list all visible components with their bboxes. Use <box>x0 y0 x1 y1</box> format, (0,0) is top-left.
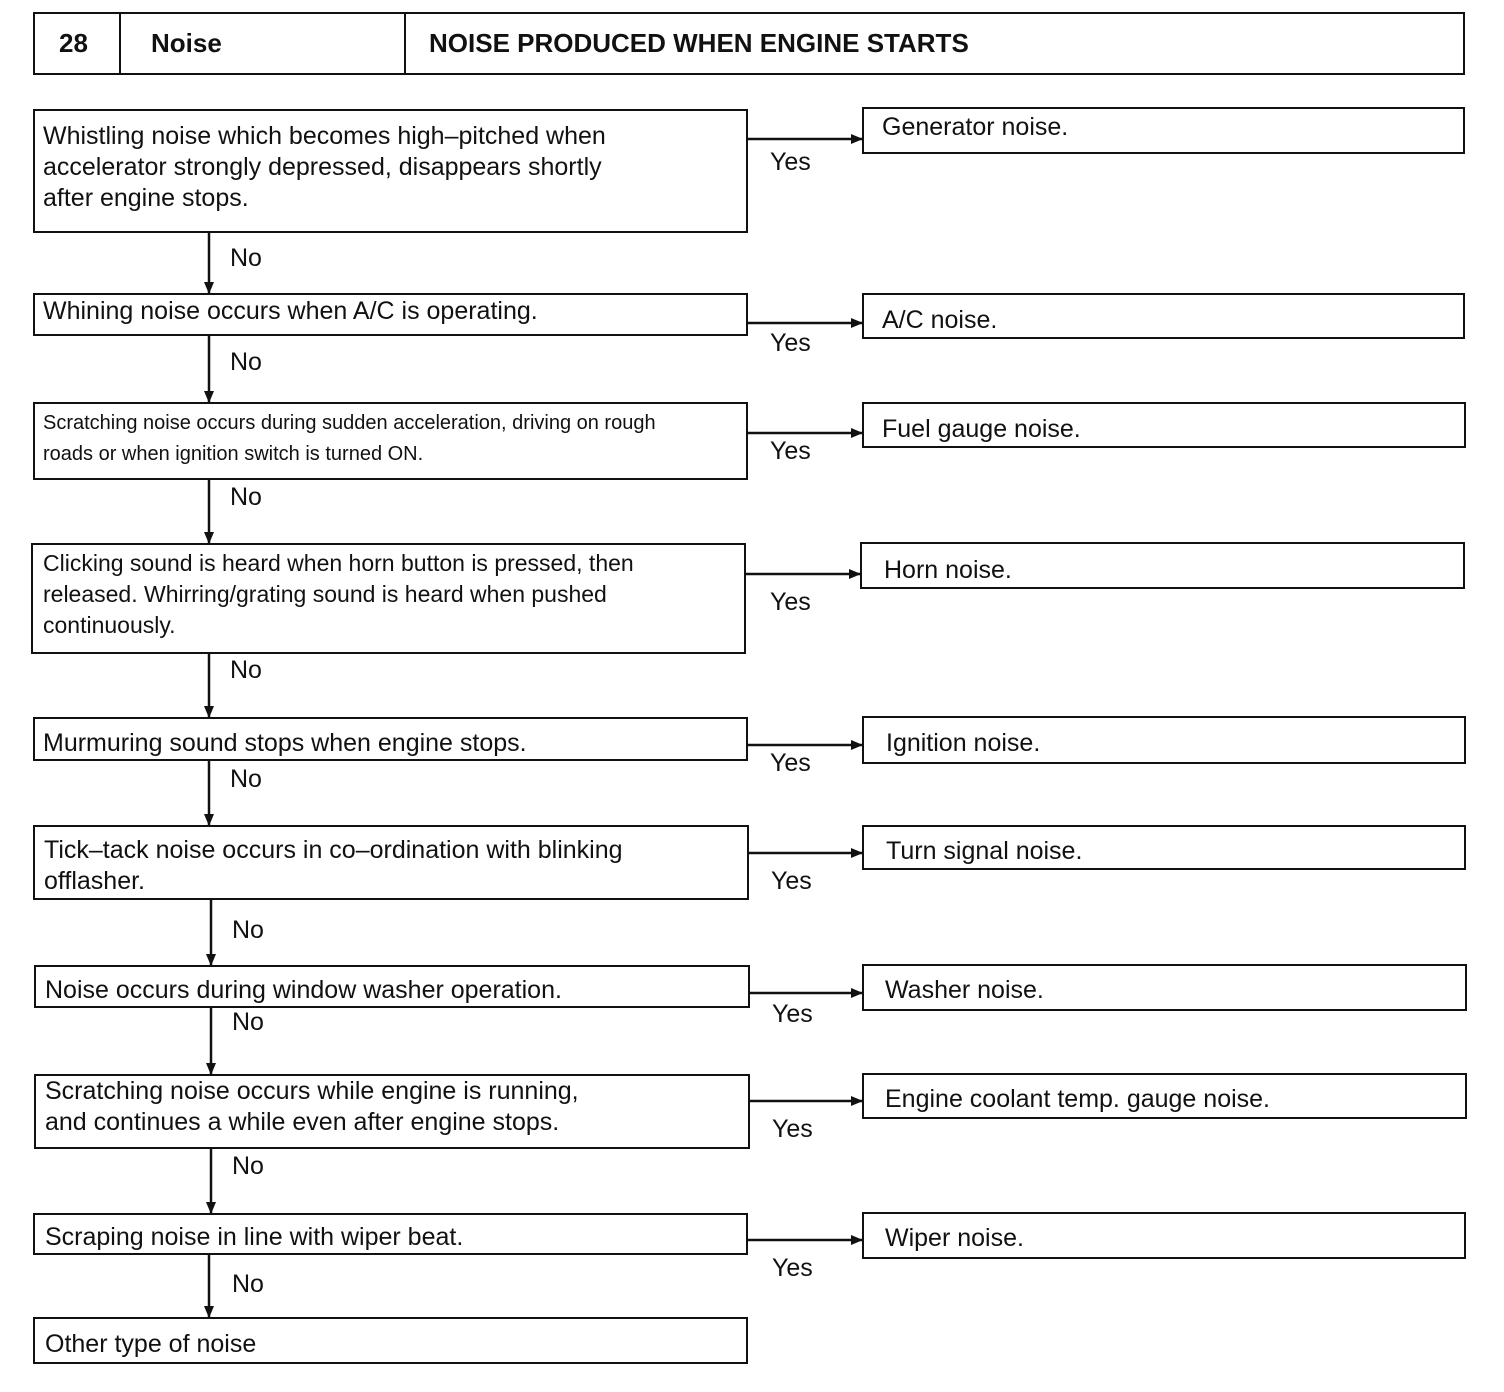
yes-label-3: Yes <box>770 437 811 465</box>
result-text-9: Wiper noise. <box>885 1224 1024 1252</box>
result-text-3: Fuel gauge noise. <box>882 415 1081 443</box>
yes-label-5: Yes <box>770 749 811 777</box>
no-label-3: No <box>230 483 262 511</box>
question-text-6: Tick–tack noise occurs in co–ordination with blinking offlasher. <box>44 836 623 895</box>
header-category: Noise <box>151 28 222 58</box>
result-text-4: Horn noise. <box>884 556 1012 584</box>
question-text-9: Scraping noise in line with wiper beat. <box>45 1223 464 1251</box>
question-box-6 <box>33 825 749 900</box>
question-box-1 <box>33 109 748 233</box>
question-box-9 <box>33 1213 748 1255</box>
header-number: 28 <box>59 28 88 58</box>
no-label-2: No <box>230 348 262 376</box>
result-box-9 <box>862 1212 1466 1259</box>
no-label-9: No <box>232 1270 264 1298</box>
result-text-2: A/C noise. <box>882 306 998 334</box>
question-text-8: Scratching noise occurs while engine is running, and continues a while even after engine stops. <box>45 1077 579 1136</box>
result-box-4 <box>860 542 1465 589</box>
question-box-7 <box>34 965 750 1008</box>
yes-label-6: Yes <box>771 867 812 895</box>
no-label-6: No <box>232 916 264 944</box>
result-box-5 <box>862 716 1466 764</box>
result-box-3 <box>862 402 1466 448</box>
no-label-1: No <box>230 244 262 272</box>
final-text: Other type of noise <box>45 1330 257 1358</box>
yes-label-8: Yes <box>772 1115 813 1143</box>
result-box-7 <box>862 964 1467 1011</box>
question-text-2: Whining noise occurs when A/C is operating. <box>43 297 538 325</box>
no-label-5: No <box>230 765 262 793</box>
question-box-8 <box>34 1074 750 1149</box>
question-box-4 <box>31 543 746 654</box>
yes-label-4: Yes <box>770 588 811 616</box>
no-label-7: No <box>232 1008 264 1036</box>
yes-label-7: Yes <box>772 1000 813 1028</box>
question-text-3: Scratching noise occurs during sudden acceleration, driving on rough roads or when ignition switch is turned ON. <box>43 412 656 465</box>
result-text-8: Engine coolant temp. gauge noise. <box>885 1085 1270 1113</box>
question-text-5: Murmuring sound stops when engine stops. <box>43 729 527 757</box>
page-title: NOISE PRODUCED WHEN ENGINE STARTS <box>429 28 969 58</box>
final-box <box>33 1317 748 1364</box>
result-box-6 <box>862 825 1466 870</box>
result-text-6: Turn signal noise. <box>886 837 1083 865</box>
yes-label-1: Yes <box>770 148 811 176</box>
result-box-8 <box>862 1073 1467 1119</box>
no-label-8: No <box>232 1152 264 1180</box>
question-text-4: Clicking sound is heard when horn button is pressed, then released. Whirring/grating sound is heard when pushed continuously. <box>43 550 634 638</box>
result-box-2 <box>862 293 1465 339</box>
question-box-2 <box>33 293 748 336</box>
question-text-7: Noise occurs during window washer operation. <box>45 976 562 1004</box>
result-box-1 <box>862 107 1465 154</box>
question-box-5 <box>33 717 748 761</box>
no-label-4: No <box>230 656 262 684</box>
result-text-5: Ignition noise. <box>886 729 1041 757</box>
yes-label-2: Yes <box>770 329 811 357</box>
question-text-1: Whistling noise which becomes high–pitched when accelerator strongly depressed, disappears shortly after engine stops. <box>43 122 606 212</box>
result-text-1: Generator noise. <box>882 113 1069 141</box>
question-box-3 <box>33 402 748 480</box>
yes-label-9: Yes <box>772 1254 813 1282</box>
result-text-7: Washer noise. <box>885 976 1044 1004</box>
